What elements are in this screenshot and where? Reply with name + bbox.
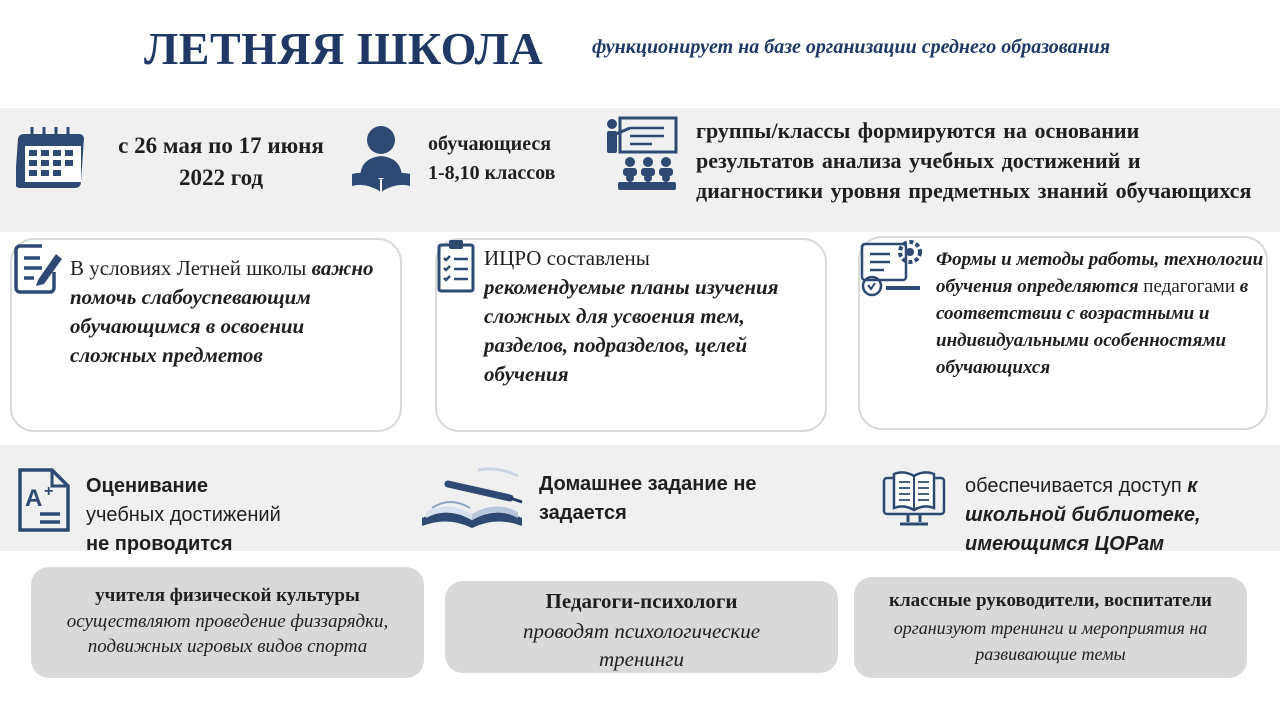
card2-plain: ИЦРО составлены xyxy=(484,246,650,270)
card3-text xyxy=(936,246,1266,381)
dates-line2: 2022 год xyxy=(178,165,264,190)
evaluation-text xyxy=(86,472,281,559)
psychologists-box xyxy=(445,581,838,673)
groups-text: группы/классы формируются на основании результатов анализа учебных достижений и диагностики уровня предметных знаний обучающихся xyxy=(696,118,1252,203)
class-teachers-box xyxy=(854,577,1247,678)
dates-line1: с 26 мая по 17 июня xyxy=(118,133,324,158)
card2-text xyxy=(484,244,824,389)
eval-line3: не проводится xyxy=(86,533,233,555)
library-plain: обеспечивается доступ xyxy=(965,475,1182,497)
card1-text xyxy=(70,254,390,370)
edit-document-icon xyxy=(12,242,64,296)
homework-text: Домашнее задание не задается xyxy=(539,473,757,524)
teacher-class-icon xyxy=(604,116,680,192)
psy-text: проводят психологические тренинги xyxy=(522,619,761,671)
card3-bold1: Формы и методы работы, технологии обучения определяются xyxy=(936,249,1264,297)
card1-plain: В условиях Летней школы xyxy=(70,256,307,280)
svg-text:+: + xyxy=(44,483,54,500)
students-line2: 1-8,10 классов xyxy=(428,162,556,184)
dates-text xyxy=(96,130,346,194)
psy-title: Педагоги-психологи xyxy=(545,589,738,613)
gear-document-icon xyxy=(860,238,926,298)
students-text xyxy=(428,130,555,188)
card3-plain: педагогами xyxy=(1138,276,1240,297)
page-title: ЛЕТНЯЯ ШКОЛА xyxy=(144,23,544,74)
clipboard-checklist-icon xyxy=(436,238,476,294)
class-title: классные руководители, воспитатели xyxy=(889,590,1212,611)
students-line1: обучающиеся xyxy=(428,133,552,155)
library-monitor-icon xyxy=(882,468,946,530)
library-bold: к школьной библиотеке, имеющимся ЦОРам xyxy=(965,475,1201,555)
library-text xyxy=(965,472,1265,559)
eval-line1: Оценивание xyxy=(86,475,209,497)
card3-bold2: в соответствии с возрастными и индивидуальными особенностями обучающихся xyxy=(936,276,1249,378)
class-text: организуют тренинги и мероприятия на развивающие темы xyxy=(893,618,1208,664)
pe-title: учителя физической культуры xyxy=(95,585,360,606)
page-subtitle: функционирует на базе организации среднего образования xyxy=(592,36,1111,58)
pe-text: осуществляют проведение физзарядки, подвижных игровых видов спорта xyxy=(66,611,389,657)
svg-text:A: A xyxy=(25,485,43,512)
card1-bold: важно помочь слабоуспевающим обучающимся в освоении сложных предметов xyxy=(70,256,374,367)
eval-line2: учебных достижений xyxy=(86,504,281,526)
reader-icon xyxy=(350,122,412,196)
card2-bold: рекомендуемые планы изучения сложных для усвоения тем, разделов, подразделов, целей обучения xyxy=(484,275,779,386)
calendar-icon xyxy=(16,124,92,192)
open-book-pen-icon xyxy=(418,462,526,530)
grade-document-icon xyxy=(16,466,72,534)
pe-teachers-box xyxy=(31,567,424,678)
